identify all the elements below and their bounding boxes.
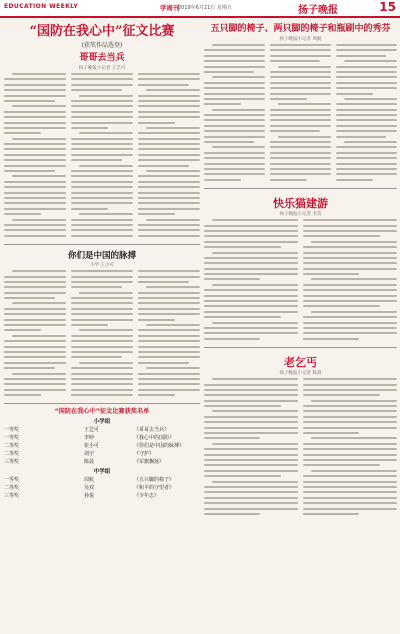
article-body <box>4 73 200 240</box>
page-number: 15 <box>379 0 396 14</box>
article-author: 小学 王小可 <box>90 263 114 269</box>
winner-row: 二等奖 吴双 《和平的守望者》 <box>4 485 175 492</box>
article-title: 快乐猫建游 <box>273 197 328 211</box>
article-body <box>204 219 397 343</box>
article-author: 扬子晚报小记者 李苗 <box>279 212 322 218</box>
article-title: 你们是中国的脉搏 <box>67 251 136 262</box>
winner-row: 一等奖 周航 《五只脚的椅子》 <box>4 477 175 484</box>
winners-list <box>4 408 200 500</box>
category-primary: 小学组 <box>93 419 111 426</box>
page-header <box>0 0 400 18</box>
winner-row: 三等奖 陈晨 《军旗飘扬》 <box>4 459 165 466</box>
article-title: 五只脚的椅子、两只脚的椅子和瓶刷中的秀芬 <box>210 24 391 34</box>
article-body <box>204 378 397 518</box>
contest-title: “国防在我心中”征文比赛 <box>29 24 175 39</box>
brand-name: 学周刊 <box>160 4 180 12</box>
winner-row: 一等奖 李婷 《我心中的国防》 <box>4 435 175 442</box>
article-body <box>4 270 200 399</box>
article-title: 老乞丐 <box>284 356 317 370</box>
article-body <box>204 44 397 184</box>
newspaper-logo: 扬子晚报 <box>298 5 338 16</box>
section-label: EDUCATION WEEKLY <box>4 3 79 10</box>
contest-subtitle: (获奖作品选登) <box>81 42 123 49</box>
winner-row: 一等奖 王艺可 《哥哥去当兵》 <box>4 427 170 434</box>
article-author: 扬子晚报小记者 陈晨 <box>279 371 322 377</box>
article-author: 扬子晚报小记者 周航 <box>279 37 322 42</box>
date-line: 2019年6月21日 星期五 <box>178 5 232 11</box>
winners-title: “国防在我心中”征文比赛获奖名单 <box>54 408 150 416</box>
article-author: 扬子晚报小记者 王艺可 <box>78 66 126 71</box>
left-column <box>4 20 200 630</box>
category-middle: 中学组 <box>93 469 111 476</box>
right-column <box>204 20 397 630</box>
article-title: 哥哥去当兵 <box>79 53 125 63</box>
winner-row: 三等奖 孙悦 《少年志》 <box>4 493 160 500</box>
winner-row: 二等奖 张小可 《你们是中国的脉搏》 <box>4 443 185 450</box>
winner-row: 二等奖 刘宇 《守护》 <box>4 451 155 458</box>
